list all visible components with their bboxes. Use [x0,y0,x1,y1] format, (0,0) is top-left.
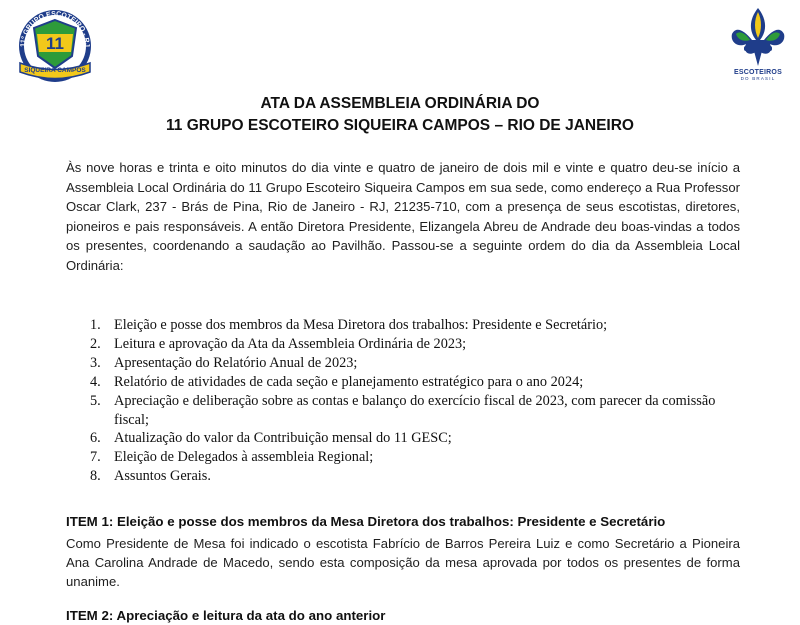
item-1-heading [66,514,665,529]
escoteiros-do-brasil-logo [730,6,786,82]
svg-text:SIQUEIRA CAMPOS: SIQUEIRA CAMPOS [24,67,86,74]
agenda-item-number: 7. [90,449,101,466]
agenda-item-number: 8. [90,468,101,485]
item-1-label: ITEM 1 [66,514,109,529]
agenda-item-number: 3. [90,354,101,371]
agenda-item-text: Apreciação e deliberação sobre as contas e balanço do exercício fiscal de 2023, com parecer da comissão fiscal; [114,392,716,428]
agenda-item-number: 2. [90,335,101,352]
brand-subtitle: DO BRASIL [740,76,776,81]
agenda-item [90,392,742,430]
agenda-item-text: Eleição e posse dos membros da Mesa Diretora dos trabalhos: Presidente e Secretário; [114,317,608,333]
item-1-title: : Eleição e posse dos membros da Mesa Diretora dos trabalhos: Presidente e Secretário [108,514,666,529]
intro-paragraph: Às nove horas e trinta e oito minutos do dia vinte e quatro de janeiro de dois mil e vinte e quatro deu-se início a Assembleia Local Ordinária do 11 Grupo Escoteiro Siqueira Campos em sua sede, como endereço a Rua Professor Oscar Clark, 237 - Brás de Pina, Rio de Janeiro - RJ, 21235-710, com a presença de seus escotistas, diretores, pioneiros e pais responsáveis. A então Diretora Presidente, Elizangela Abreu de Andrade deu boas-vindas a todos os presentes, coordenando a saudação ao Pavilhão. Passou-se a seguinte ordem do dia da Assembleia Local Ordinária: [66,160,740,273]
agenda-item-number: 6. [90,430,101,447]
agenda-item-number: 1. [90,317,101,333]
agenda-item-number: 4. [90,373,101,390]
fleur-de-lis-icon [730,6,786,68]
svg-text:11: 11 [46,34,64,53]
agenda-item [90,448,742,467]
item-1-body: Como Presidente de Mesa foi indicado o escotista Fabrício de Barros Pereira Luiz e como Secretário a Pioneira Ana Carolina Andrade de Macedo, sendo esta composição da mesa aprovada por todos os presentes de forma unanime. [66,536,740,590]
agenda-item [90,467,742,486]
agenda-item-text: Eleição de Delegados à assembleia Regional; [114,449,374,466]
item-2-title: : Apreciação e leitura da ata do ano anterior [108,608,386,623]
document-title [0,93,800,137]
svg-text:11º GRUPO ESCOTEIRO - RJ: 11º GRUPO ESCOTEIRO - RJ [19,10,91,48]
agenda-item-text: Apresentação do Relatório Anual de 2023; [114,354,358,371]
title-line-2: 11 GRUPO ESCOTEIRO SIQUEIRA CAMPOS – RIO DE JANEIRO [166,117,634,134]
agenda-item-text: Assuntos Gerais. [114,468,211,485]
agenda-item-number: 5. [90,392,101,409]
item-2-label: ITEM 2 [66,608,109,623]
agenda-item [90,316,742,335]
agenda-item [90,335,742,354]
title-line-1: ATA DA ASSEMBLEIA ORDINÁRIA DO [260,95,540,112]
agenda-list [90,316,742,486]
agenda-item [90,429,742,448]
agenda-item-text: Relatório de atividades de cada seção e planejamento estratégico para o ano 2024; [114,373,584,390]
agenda-item-text: Atualização do valor da Contribuição mensal do 11 GESC; [114,430,452,447]
grupo-escoteiro-11-logo-icon [14,8,96,84]
agenda-item-text: Leitura e aprovação da Ata da Assembleia Ordinária de 2023; [114,335,467,352]
brand-name: ESCOTEIROS DO BRASIL [724,69,792,81]
agenda-item [90,354,742,373]
item-2-heading [66,608,385,623]
agenda-item [90,373,742,392]
